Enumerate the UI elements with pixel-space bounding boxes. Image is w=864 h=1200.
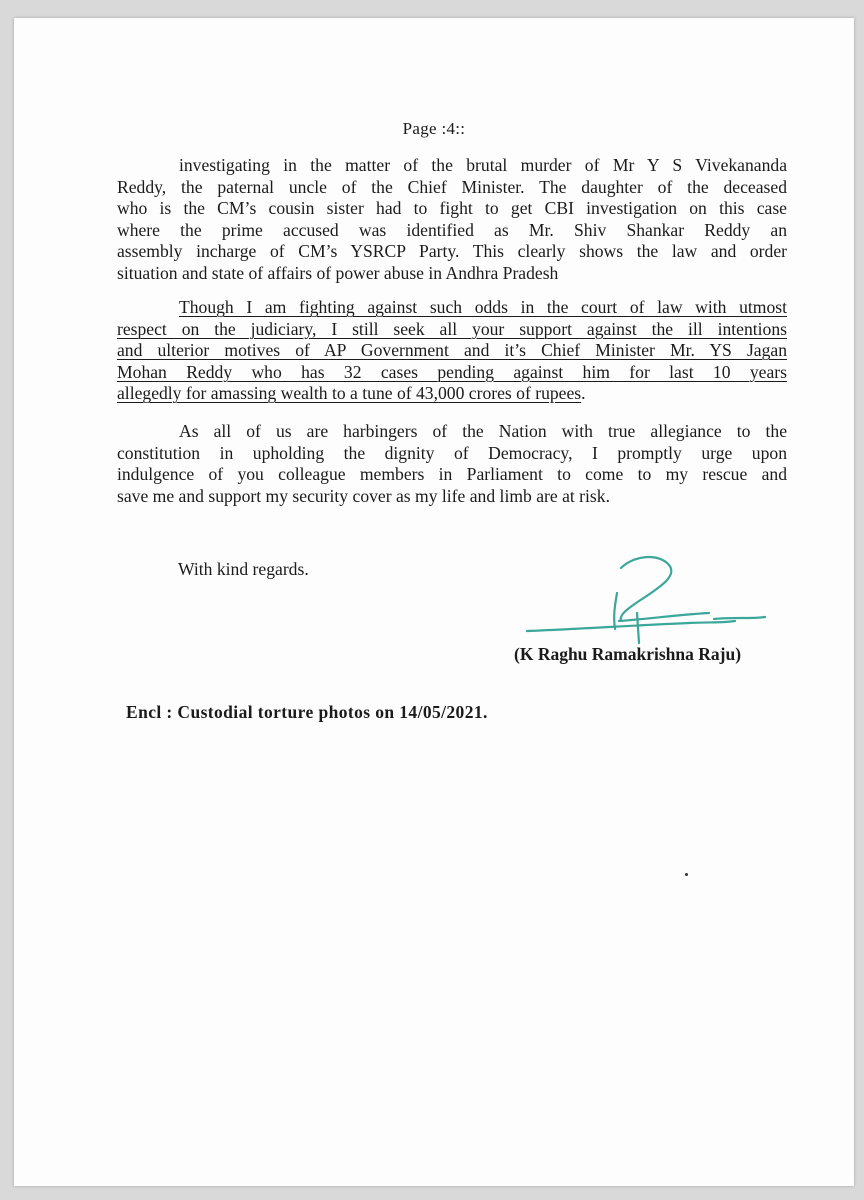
paragraph-murder-investigation	[117, 155, 787, 284]
handwritten-signature	[509, 543, 779, 653]
underlined-text: respect on the judiciary, I still seek all your support against the ill intentions	[117, 318, 787, 339]
paragraph-line	[117, 383, 787, 405]
paragraph-line	[117, 319, 787, 341]
page-number: Page :4::	[402, 119, 466, 138]
closing-salutation: With kind regards.	[178, 559, 309, 579]
paragraph-line	[117, 362, 787, 384]
sentence-period: .	[581, 383, 586, 403]
paragraph-line: situation and state of affairs of power abuse in Andhra Pradesh	[117, 262, 559, 283]
paragraph-line	[117, 297, 787, 319]
underlined-text: and ulterior motives of AP Government and it’s Chief Minister Mr. YS Jagan	[117, 340, 787, 360]
paragraph-seek-support	[117, 297, 787, 405]
paragraph-line: Reddy, the paternal uncle of the Chief Minister. The daughter of the deceased	[117, 176, 787, 197]
paragraph-line: As all of us are harbingers of the Nation with true allegiance to the	[179, 421, 787, 441]
paragraph-rescue-appeal	[117, 421, 787, 507]
paragraph-line: where the prime accused was identified as Mr. Shiv Shankar Reddy an	[117, 219, 787, 240]
enclosure-note: Encl : Custodial torture photos on 14/05/2021.	[126, 702, 488, 722]
underlined-text: allegedly for amassing wealth to a tune of 43,000 crores of rupees	[117, 383, 582, 403]
underlined-text: Though I am fighting against such odds in the court of law with utmost	[179, 297, 787, 317]
paper-speck	[685, 873, 688, 876]
paragraph-line: constitution in upholding the dignity of Democracy, I promptly urge upon	[117, 442, 787, 463]
underlined-text: Mohan Reddy who has 32 cases pending against him for last 10 years	[117, 361, 787, 382]
paragraph-line: save me and support my security cover as my life and limb are at risk.	[117, 485, 610, 506]
paragraph-line	[117, 340, 787, 362]
paragraph-line: indulgence of you colleague members in Parliament to come to my rescue and	[117, 464, 787, 484]
signatory-name: (K Raghu Ramakrishna Raju)	[514, 644, 742, 664]
paragraph-line: who is the CM’s cousin sister had to fight to get CBI investigation on this case	[117, 198, 787, 218]
paragraph-line: assembly incharge of CM’s YSRCP Party. This clearly shows the law and order	[117, 241, 787, 261]
document-page	[14, 18, 854, 1186]
paragraph-line: investigating in the matter of the brutal murder of Mr Y S Vivekananda	[179, 155, 787, 175]
